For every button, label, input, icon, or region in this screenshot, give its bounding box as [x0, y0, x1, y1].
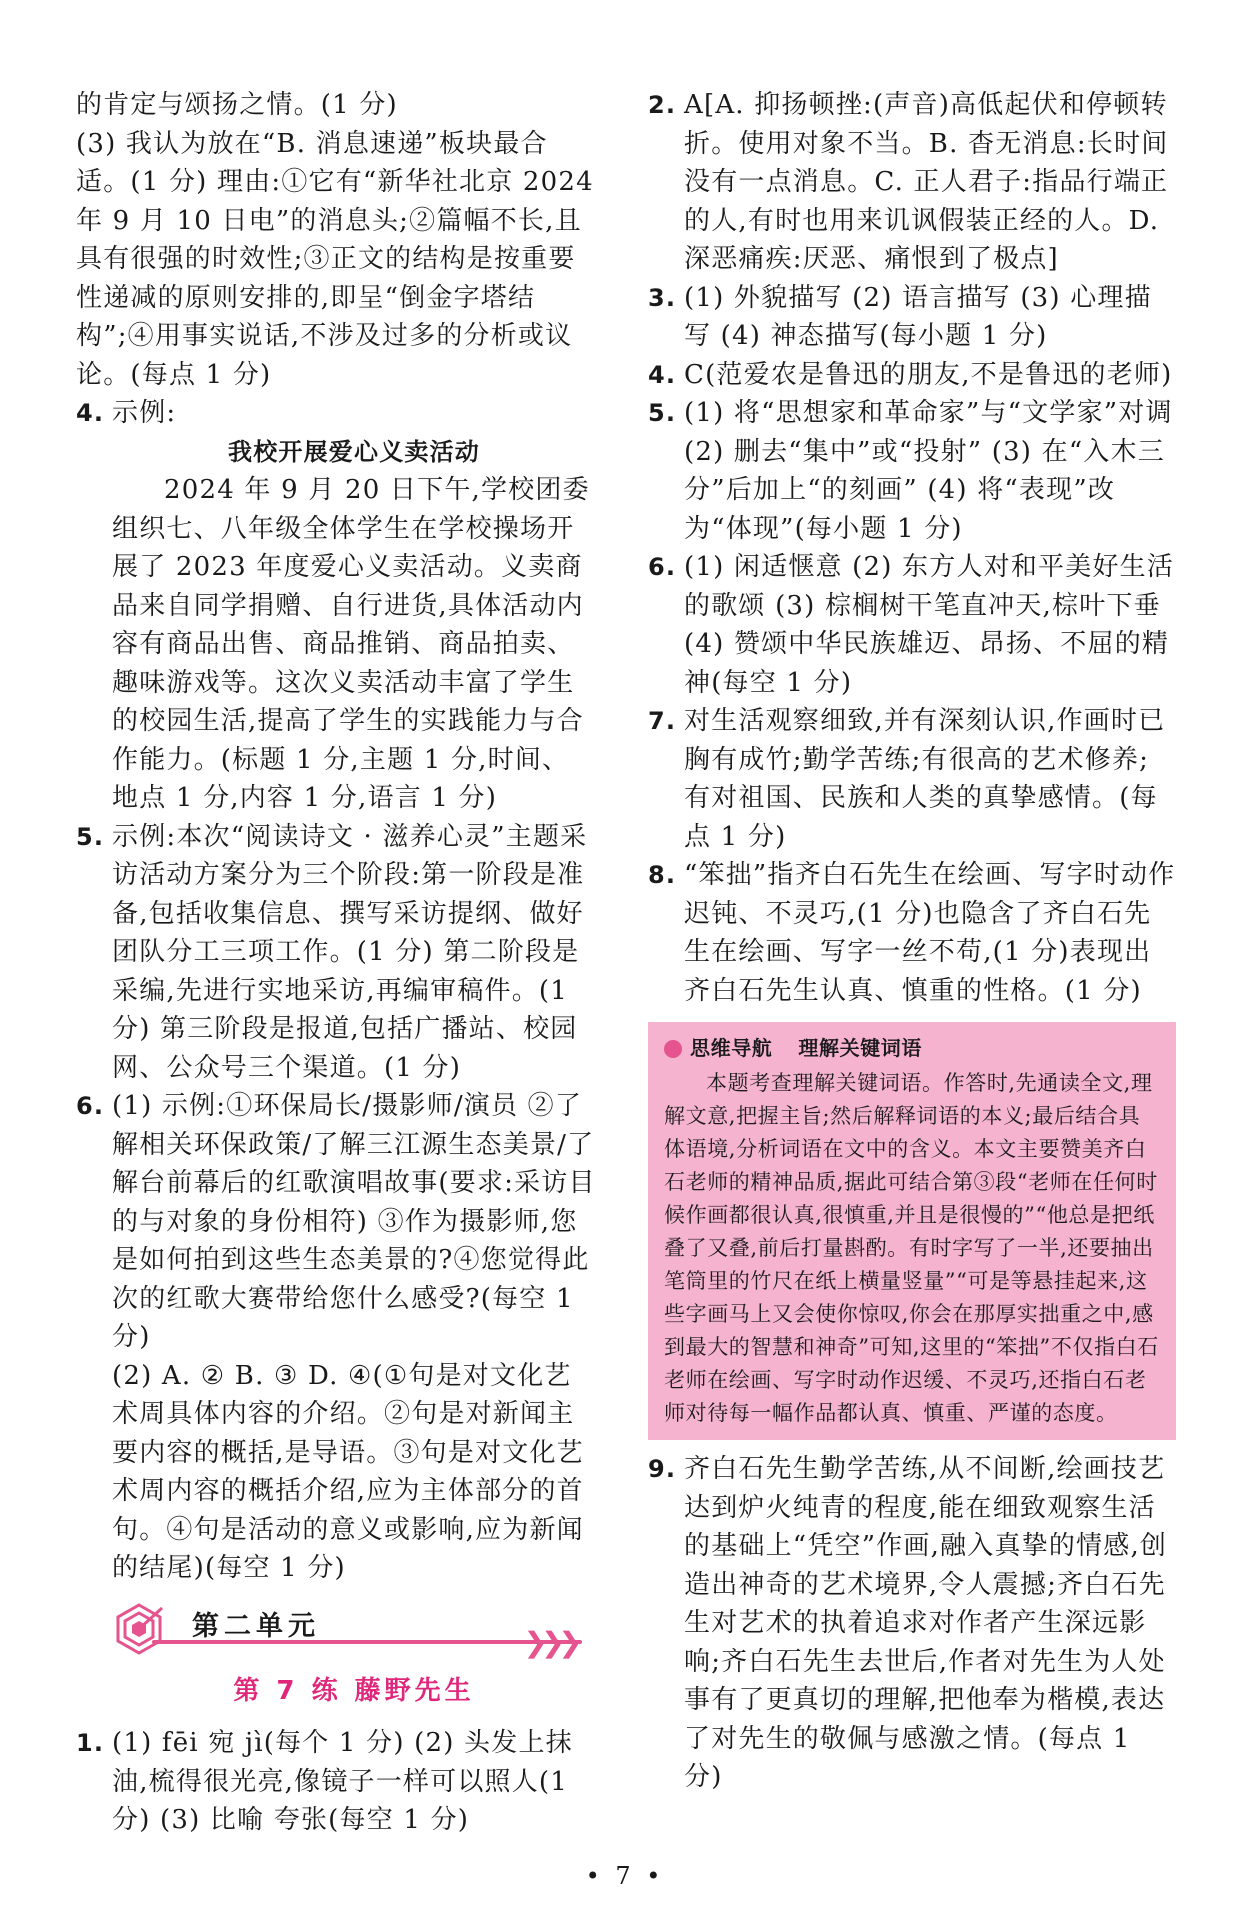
answer-number: 6. — [648, 553, 677, 581]
page-number: • 7 • — [585, 1862, 665, 1890]
answer-body: 齐白石先生勤学苦练,从不间断,绘画技艺达到炉火纯青的程度,能在细致观察生活的基础上“凭空”作画,融入真挚的情感,创造出神奇的艺术境界,令人震撼;齐白石先生对艺术的执着追求对作者产生深远影响;齐白石先生去世后,作者对先生为人处事有了更真切的理解,把他奉为楷模,表达了对先生的敬佩与感激之情。(每点 1 分) — [684, 1454, 1168, 1792]
answer-number: 8. — [648, 861, 677, 889]
answer-number: 3. — [648, 283, 677, 312]
answer-body: (1) 示例:①环保局长/摄影师/演员 ②了解相关环保政策/了解三江源生态美景/了解台前幕后的红歌演唱故事(要求:采访目的与对象的身份相符) ③作为摄影师,您是如何拍到这些生态美景的?④您觉得此次的红歌大赛带给您什么感受?(每空 1 分) — [112, 1091, 596, 1352]
answer-8 — [648, 856, 1176, 1010]
news-title: 我校开展爱心义卖活动 — [228, 437, 480, 466]
answer-body: C(范爱农是鲁迅的朋友,不是鲁迅的老师) — [684, 359, 1173, 390]
answer-2 — [648, 86, 1176, 279]
answer-6 — [76, 1087, 596, 1588]
answer-body: (1) 闲适惬意 (2) 东方人对和平美好生活的歌颂 (3) 棕榈树干笔直冲天,棕叶下垂 (4) 赞颂中华民族雄迈、昂扬、不屈的精神(每空 1 分) — [684, 552, 1175, 698]
right-column — [648, 86, 1176, 1797]
answer-5 — [76, 818, 596, 1088]
paragraph: (3) 我认为放在“B. 消息速递”板块最合适。(1 分) 理由:①它有“新华社北京 2024 年 9 月 10 日电”的消息头;②篇幅不长,且具有很强的时效性;③正文的结构是按重要性递减的原则安排的,即呈“倒金字塔结构”;④用事实说话,不涉及过多的分析或议论。(每点 1 分) — [76, 128, 594, 390]
answer-9 — [648, 1450, 1176, 1797]
answer-number: 6. — [76, 1092, 105, 1120]
answer-body: (1) fēi 宛 jì(每个 1 分) (2) 头发上抹油,梳得很光亮,像镜子一样可以照人(1 分) (3) 比喻 夸张(每空 1 分) — [112, 1728, 573, 1835]
answer-body: 示例:本次“阅读诗文 · 滋养心灵”主题采访活动方案分为三个阶段:第一阶段是准备,包括收集信息、撰写采访提纲、做好团队分工三项工作。(1 分) 第二阶段是采编,先进行实地采访,再编审稿件。(1 分) 第三阶段是报道,包括广播站、校园网、公众号三个渠道。(1 分) — [112, 821, 588, 1083]
answer-body: 对生活观察细致,并有深刻认识,作画时已胸有成竹;勤学苦练;有很高的艺术修养;有对祖国、民族和人类的真挚感情。(每点 1 分) — [684, 706, 1166, 852]
answer-label: 示例: — [112, 398, 177, 428]
answer-body: A[A. 抑扬顿挫:(声音)高低起伏和停顿转折。使用对象不当。B. 杳无消息:长时间没有一点消息。C. 正人君子:指品行端正的人,有时也用来讥讽假装正经的人。D. 深恶痛疾:厌恶、痛恨到了极点] — [684, 90, 1169, 274]
answer-4 — [76, 394, 596, 818]
unit-header — [112, 1600, 582, 1662]
thinking-guide-header — [664, 1032, 1160, 1065]
thinking-guide-topic: 理解关键词语 — [798, 1036, 923, 1060]
compass-icon — [664, 1040, 682, 1058]
answer-1 — [76, 1724, 596, 1840]
thinking-guide-box — [648, 1022, 1176, 1440]
answer-number: 4. — [648, 360, 677, 389]
answer-5 — [648, 394, 1176, 548]
answer-4 — [648, 356, 1176, 395]
answer-number: 1. — [76, 1729, 105, 1757]
target-arrow-icon — [112, 1602, 166, 1656]
answer-number: 7. — [648, 707, 677, 735]
answer-7 — [648, 702, 1176, 856]
answer-3 — [648, 279, 1176, 356]
answer-body: (1) 外貌描写 (2) 语言描写 (3) 心理描写 (4) 神态描写(每小题 1 分) — [684, 282, 1152, 351]
paragraph: 的肯定与颂扬之情。(1 分) — [76, 90, 398, 120]
answer-6 — [648, 548, 1176, 702]
left-column — [76, 86, 596, 1840]
answer-number: 9. — [648, 1455, 677, 1483]
answer-number: 4. — [76, 399, 105, 427]
answer-number: 5. — [76, 822, 105, 851]
answer-body: (1) 将“思想家和革命家”与“文学家”对调 (2) 删去“集中”或“投射” (3) 在“入木三分”后加上“的刻画” (4) 将“表现”改为“体现”(每小题 1 分) — [684, 398, 1173, 544]
unit-title: 第二单元 — [192, 1610, 320, 1642]
thinking-guide-badge: 思维导航 — [690, 1036, 773, 1060]
thinking-guide-body: 本题考查理解关键词语。作答时,先通读全文,理解文意,把握主旨;然后解释词语的本义;最后结合具体语境,分析词语在文中的含义。本文主要赞美齐白石老师的精神品质,据此可结合第③段“老师在任何时候作画都很认真,很慎重,并且是很慢的”“他总是把纸叠了又叠,前后打量斟酌。有时字写了一半,还要抽出笔筒里的竹尺在纸上横量竖量”“可是等悬挂起来,这些字画马上又会使你惊叹,你会在那厚实拙重之中,感到最大的智慧和神奇”可知,这里的“笨拙”不仅指白石老师在绘画、写字时动作迟缓、不灵巧,还指白石老师对待每一幅作品都认真、慎重、严谨的态度。 — [664, 1071, 1159, 1425]
answer-number: 5. — [648, 399, 677, 427]
answer-body: (2) A. ② B. ③ D. ④(①句是对文化艺术周具体内容的介绍。②句是对新闻主要内容的概括,是导语。③句是对文化艺术周内容的概括介绍,应为主体部分的首句。④句是活动的意义或影响,应为新闻的结尾)(每空 1 分) — [112, 1360, 584, 1583]
answer-number: 2. — [648, 91, 677, 119]
lesson-title: 第 7 练 藤野先生 — [233, 1675, 475, 1706]
news-body: 2024 年 9 月 20 日下午,学校团委组织七、八年级全体学生在学校操场开展了 2023 年度爱心义卖活动。义卖商品来自同学捐赠、自行进货,具体活动内容有商品出售、商品推销、商品拍卖、趣味游戏等。这次义卖活动丰富了学生的校园生活,提高了学生的实践能力与合作能力。(标题 1 分,主题 1 分,时间、地点 1 分,内容 1 分,语言 1 分) — [112, 475, 590, 813]
answer-body: “笨拙”指齐白石先生在绘画、写字时动作迟钝、不灵巧,(1 分)也隐含了齐白石先生在绘画、写字一丝不苟,(1 分)表现出齐白石先生认真、慎重的性格。(1 分) — [684, 860, 1176, 1006]
chevrons-icon: ❯❯❯ — [523, 1625, 576, 1659]
